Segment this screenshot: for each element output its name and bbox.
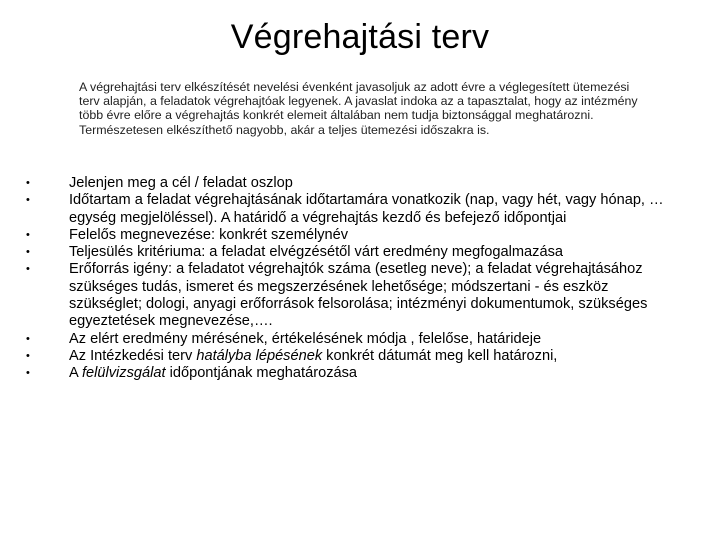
bullet-list <box>26 175 676 383</box>
bullet-text: Erőforrás igény: a feladatot végrehajtók száma (esetleg neve); a feladat végrehajtásához szükséges tudás, ismeret és megszerzésének lehetősége; módszertani - és eszköz szükséglet; dologi, anyagi erőforrások felsorolása; intézményi dokumentumok, szükséges egyeztetések megnevezése,…. <box>69 261 648 330</box>
slide-title: Végrehajtási terv <box>230 18 490 56</box>
bullet-icon: • <box>26 263 30 276</box>
bullet-text: Teljesülés kritériuma: a feladat elvégzésétől várt eredmény megfogalmazása <box>69 244 563 261</box>
bullet-text-start: A <box>69 365 82 382</box>
bullet-icon: • <box>26 332 30 345</box>
bullet-item <box>26 192 676 227</box>
bullet-icon: • <box>26 367 30 380</box>
bullet-item <box>26 331 676 348</box>
bullet-item <box>26 261 676 330</box>
bullet-text-start: Az Intézkedési terv <box>69 347 197 364</box>
bullet-italic-phrase: felülvizsgálat <box>81 365 166 382</box>
bullet-icon: • <box>26 194 30 207</box>
bullet-text-end: időpontjának meghatározása <box>165 365 358 382</box>
bullet-text: Jelenjen meg a cél / feladat oszlop <box>69 175 293 191</box>
bullet-icon: • <box>26 349 30 362</box>
bullet-item <box>26 244 676 261</box>
bullet-italic-phrase: hatályba lépésének <box>196 347 323 364</box>
bullet-item <box>26 348 676 365</box>
bullet-icon: • <box>26 246 30 259</box>
bullet-item <box>26 365 676 382</box>
bullet-text: Az elért eredmény mérésének, értékelésének módja , felelőse, határideje <box>69 330 542 347</box>
bullet-text: Felelős megnevezése: konkrét személynév <box>69 226 349 243</box>
bullet-text: Időtartam a feladat végrehajtásának időtartamára vonatkozik (nap, vagy hét, vagy hónap, … egység megjelöléssel). A határidő a végrehajtás kezdő és befejező időpontjai <box>69 192 664 226</box>
bullet-text-end: konkrét dátumát meg kell határozni, <box>322 347 558 364</box>
bullet-icon: • <box>26 177 30 189</box>
bullet-item <box>26 175 676 192</box>
intro-paragraph: A végrehajtási terv elkészítését nevelési évenként javasoljuk az adott évre a véglegesített ütemezési terv alapján, a feladatok végrehajtóak legyenek. A javaslat indoka az a tapasztalat, hogy az intézmény több évre előre a végrehajtás konkrét elemeit általában nem tudja biztonsággal meghatározni. Természetesen elkészíthető nagyobb, akár a teljes ütemezési időszakra is. <box>79 80 638 137</box>
bullet-item <box>26 227 676 244</box>
bullet-icon: • <box>26 228 30 241</box>
